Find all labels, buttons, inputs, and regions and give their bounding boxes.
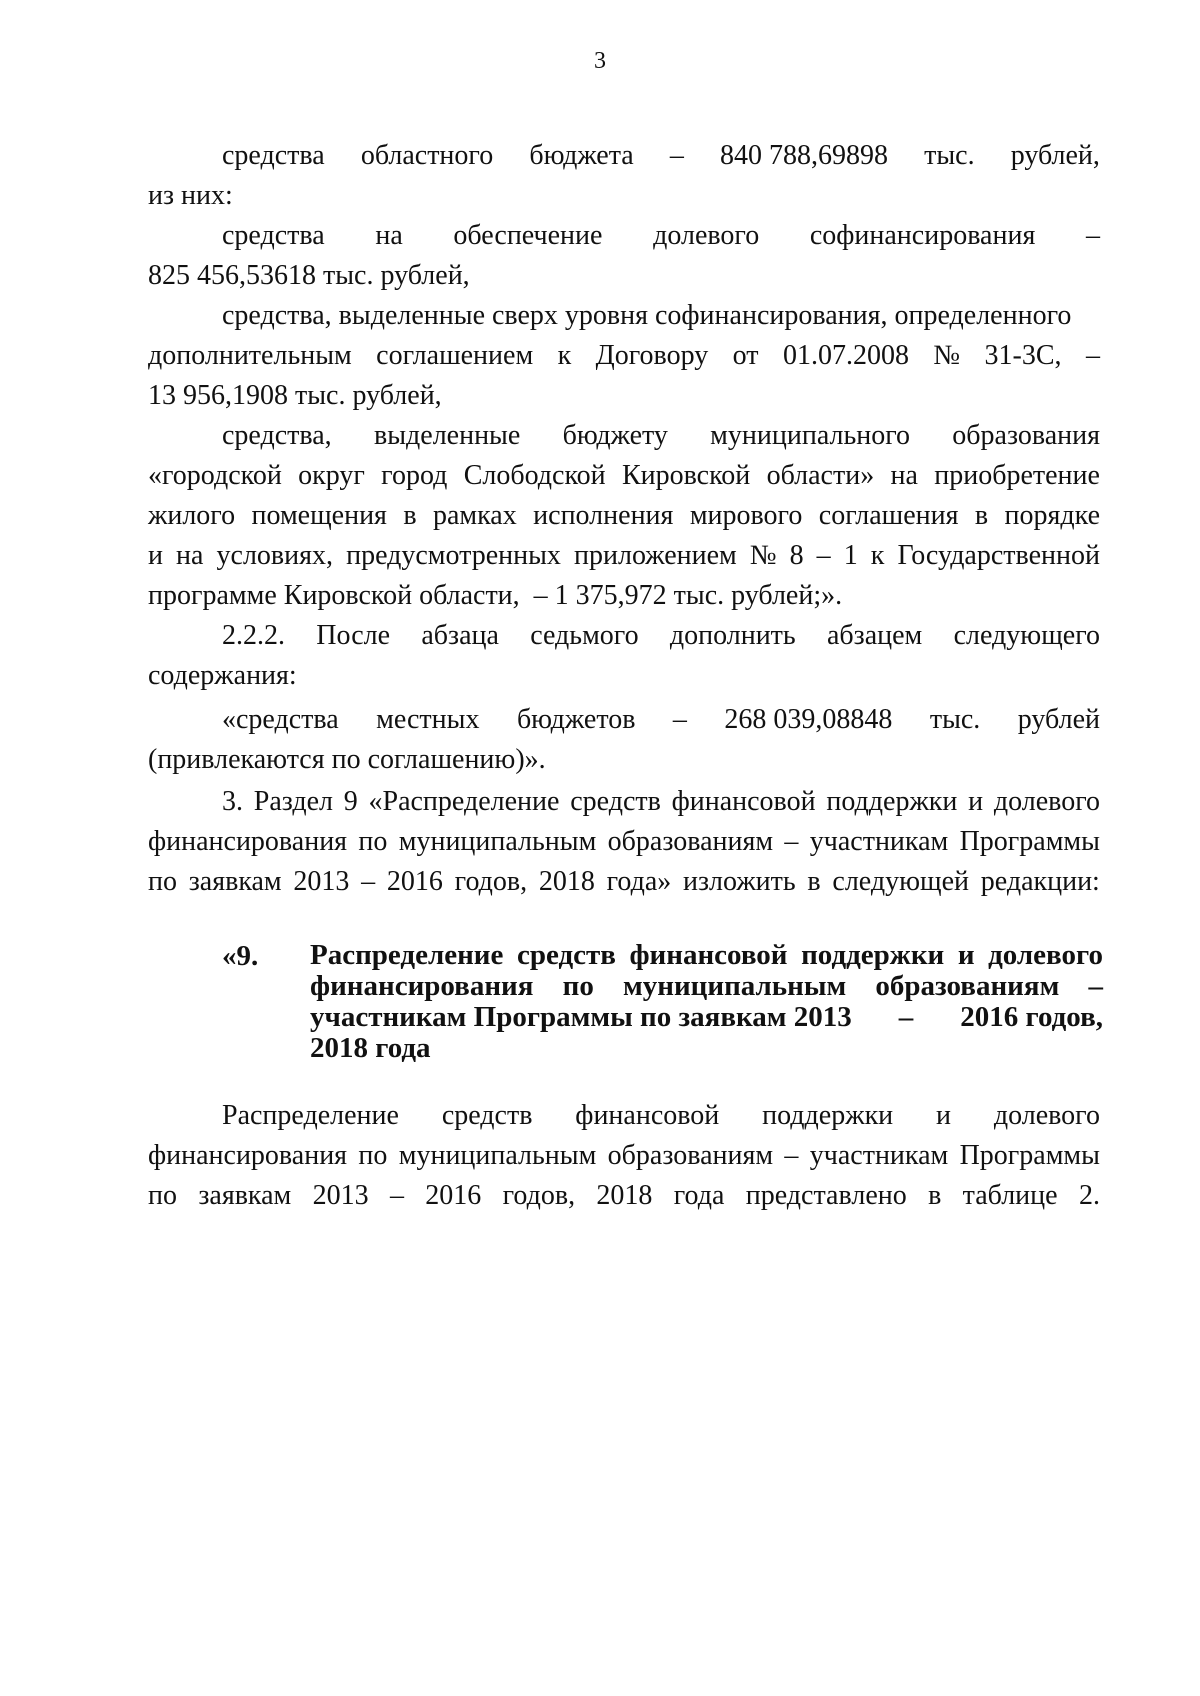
- text-line: [148, 376, 1100, 416]
- word: на: [176, 540, 204, 571]
- word: После: [316, 620, 391, 651]
- word: средств: [441, 1100, 533, 1131]
- text-line: [148, 740, 1100, 780]
- word: долевого: [993, 1100, 1100, 1131]
- text-line: [148, 256, 1100, 296]
- word: 8: [789, 540, 804, 571]
- paragraph-above-level-cont: [148, 336, 1100, 416]
- word: долевого: [653, 220, 760, 251]
- word: года»: [606, 866, 672, 897]
- word: приложением: [574, 540, 737, 571]
- word: изложить: [683, 866, 796, 897]
- word: №: [749, 540, 777, 571]
- word: рублей: [1017, 704, 1100, 735]
- word: редакции:: [980, 866, 1100, 897]
- word: поддержки: [826, 786, 958, 817]
- paragraph-section-9-intro-cont: [148, 822, 1100, 902]
- word: жилого: [148, 500, 236, 531]
- text-line: [148, 576, 1100, 616]
- text-line: [148, 496, 1100, 536]
- word: 01.07.2008: [782, 340, 909, 371]
- word: –: [389, 1180, 404, 1211]
- word: «Распределение: [368, 786, 560, 817]
- word: –: [816, 540, 831, 571]
- word: бюджета: [529, 140, 634, 171]
- word: поддержки: [801, 939, 945, 971]
- word: следующего: [953, 620, 1100, 651]
- word: исполнения: [533, 500, 674, 531]
- paragraph-distribution: [222, 1096, 1100, 1136]
- paragraph-local-budgets: [222, 700, 1100, 740]
- text-line: [222, 616, 1100, 656]
- word: года: [673, 1180, 725, 1211]
- word: следующей: [832, 866, 970, 897]
- word: участникам: [809, 826, 949, 857]
- word: в: [403, 500, 417, 531]
- word: Раздел: [253, 786, 333, 817]
- paragraph-above-level: [222, 296, 1100, 336]
- text-line: [222, 416, 1100, 456]
- word: «средства: [222, 704, 339, 735]
- word: бюджету: [562, 420, 668, 451]
- word: 840 788,69898: [719, 140, 888, 171]
- word: заявкам: [198, 1180, 292, 1211]
- word: к: [557, 340, 572, 371]
- word: финансирования: [148, 1140, 348, 1171]
- text-line: [222, 700, 1100, 740]
- word: муниципальным: [398, 826, 597, 857]
- line-text: 2018 года: [310, 1032, 431, 1064]
- heading-line: [310, 940, 1103, 971]
- word: 2016: [425, 1180, 482, 1211]
- word: 2018: [538, 866, 595, 897]
- word: бюджетов: [516, 704, 636, 735]
- word: в: [807, 866, 821, 897]
- word: 2.: [1078, 1180, 1100, 1211]
- word: Программы: [959, 826, 1100, 857]
- line-text: (привлекаются по соглашению)».: [148, 744, 546, 775]
- word: Распределение: [310, 939, 504, 971]
- line-text: из них:: [148, 180, 233, 211]
- word: «городской: [148, 460, 282, 491]
- word: средства: [222, 140, 325, 171]
- text-line: [148, 822, 1100, 862]
- word: –: [784, 826, 799, 857]
- word: средств: [516, 939, 616, 971]
- heading-line: [310, 971, 1103, 1002]
- word: таблице: [962, 1180, 1058, 1211]
- word: муниципальным: [398, 1140, 597, 1171]
- word: на: [375, 220, 403, 251]
- paragraph-municipal-budget-cont: [148, 456, 1100, 616]
- word: годов,: [454, 866, 528, 897]
- text-line: [148, 656, 1100, 696]
- word: местных: [376, 704, 480, 735]
- word: 2013: [312, 1180, 369, 1211]
- text-line: [148, 862, 1100, 902]
- word: помещения: [251, 500, 387, 531]
- word: –: [784, 1140, 799, 1171]
- word: –: [1088, 970, 1103, 1002]
- word: рублей,: [1010, 140, 1100, 171]
- word: –: [669, 140, 684, 171]
- word: 2016: [386, 866, 443, 897]
- word: обеспечение: [453, 220, 603, 251]
- text-line: [148, 1176, 1100, 1216]
- line-text: программе Кировской области, – 1 375,972 тыс. рублей;».: [148, 580, 843, 611]
- word: город: [381, 460, 448, 491]
- text-line: [222, 1096, 1100, 1136]
- word: седьмого: [530, 620, 639, 651]
- word: финансовой: [629, 939, 788, 971]
- word: участникам Программы по заявкам 2013: [310, 1001, 852, 1033]
- word: Кировской: [621, 460, 751, 491]
- word: абзаца: [421, 620, 499, 651]
- word: –: [1085, 220, 1100, 251]
- word: Распределение: [222, 1100, 399, 1131]
- word: представлено: [745, 1180, 907, 1211]
- word: поддержки: [762, 1100, 894, 1131]
- word: округ: [298, 460, 365, 491]
- word: 31-3С,: [984, 340, 1062, 371]
- word: Слободской: [463, 460, 606, 491]
- word: порядке: [1004, 500, 1100, 531]
- text-line: [148, 456, 1100, 496]
- word: участникам: [809, 1140, 949, 1171]
- word: –: [361, 866, 376, 897]
- heading-line: [310, 1002, 1103, 1033]
- section-number: «9.: [222, 940, 259, 972]
- word: рамках: [432, 500, 517, 531]
- word: финансовой: [575, 1100, 720, 1131]
- word: 1: [843, 540, 858, 571]
- paragraph-regional-budget-cont: [148, 176, 1100, 216]
- word: на: [890, 460, 918, 491]
- text-line: [222, 216, 1100, 256]
- text-line: [222, 782, 1100, 822]
- word: 2013: [293, 866, 350, 897]
- word: предусмотренных: [346, 540, 561, 571]
- word: по: [358, 1140, 388, 1171]
- word: и: [936, 1100, 951, 1131]
- word: 2.2.2.: [222, 620, 285, 651]
- text-line: [148, 176, 1100, 216]
- word: финансирования: [148, 826, 348, 857]
- word: софинансирования: [809, 220, 1036, 251]
- paragraph-section-9-intro: [222, 782, 1100, 822]
- word: 268 039,08848: [724, 704, 893, 735]
- word: в: [974, 500, 989, 531]
- word: годов,: [502, 1180, 576, 1211]
- word: образования: [952, 420, 1100, 451]
- word: соглашением: [376, 340, 534, 371]
- word: 2018: [596, 1180, 653, 1211]
- paragraph-2-2-2: [222, 616, 1100, 656]
- word: образованиям: [875, 970, 1060, 1002]
- word: 9: [343, 786, 358, 817]
- word: средства: [222, 220, 325, 251]
- word: соглашения: [818, 500, 959, 531]
- word: Программы: [959, 1140, 1100, 1171]
- word: условиях,: [216, 540, 334, 571]
- word: заявкам: [188, 866, 282, 897]
- paragraph-cofinancing-cont: [148, 256, 1100, 296]
- word: по: [358, 826, 388, 857]
- paragraph-local-budgets-cont: [148, 740, 1100, 780]
- word: средств: [570, 786, 661, 817]
- word: –: [1085, 340, 1100, 371]
- word: №: [933, 340, 961, 371]
- word: и: [968, 786, 984, 817]
- paragraph-regional-budget: [222, 136, 1100, 176]
- word: муниципальным: [622, 970, 847, 1002]
- text-line: [148, 1136, 1100, 1176]
- word: дополнить: [669, 620, 796, 651]
- text-line: [148, 336, 1100, 376]
- word: области»: [766, 460, 875, 491]
- word: долевого: [993, 786, 1100, 817]
- word: Договору: [595, 340, 709, 371]
- word: по: [148, 866, 177, 897]
- word: к: [870, 540, 885, 571]
- line-text: содержания:: [148, 660, 297, 691]
- word: в: [928, 1180, 942, 1211]
- word: по: [148, 1180, 177, 1211]
- word: муниципального: [710, 420, 910, 451]
- word: –: [672, 704, 687, 735]
- word: приобретение: [934, 460, 1100, 491]
- text-line: [148, 536, 1100, 576]
- page-number: 3: [594, 48, 606, 74]
- paragraph-municipal-budget: [222, 416, 1100, 456]
- line-text: 825 456,53618 тыс. рублей,: [148, 260, 470, 291]
- word: областного: [360, 140, 494, 171]
- word: 3.: [222, 786, 243, 817]
- word: и: [957, 939, 975, 971]
- paragraph-distribution-cont: [148, 1136, 1100, 1216]
- paragraph-2-2-2-cont: [148, 656, 1100, 696]
- word: тыс.: [924, 140, 975, 171]
- word: финансирования: [310, 970, 534, 1002]
- word: средства,: [222, 420, 332, 451]
- word: образованиям: [607, 1140, 774, 1171]
- word: выделенные: [373, 420, 521, 451]
- word: долевого: [988, 939, 1103, 971]
- section-heading: [310, 940, 1103, 1064]
- word: дополнительным: [148, 340, 352, 371]
- line-text: 13 956,1908 тыс. рублей,: [148, 380, 442, 411]
- heading-line: [310, 1033, 1103, 1064]
- paragraph-cofinancing: [222, 216, 1100, 256]
- word: 2016 годов,: [960, 1001, 1103, 1033]
- word: образованиям: [607, 826, 774, 857]
- word: по: [562, 970, 594, 1002]
- word: финансовой: [671, 786, 816, 817]
- line-text: средства, выделенные сверх уровня софинансирования, определенного: [222, 300, 1072, 331]
- word: мирового: [689, 500, 803, 531]
- word: абзацем: [826, 620, 923, 651]
- word: от: [732, 340, 759, 371]
- text-line: [222, 296, 1100, 336]
- word: тыс.: [929, 704, 981, 735]
- text-line: [222, 136, 1100, 176]
- word: и: [148, 540, 163, 571]
- word: Государственной: [897, 540, 1100, 571]
- word: –: [898, 1001, 914, 1033]
